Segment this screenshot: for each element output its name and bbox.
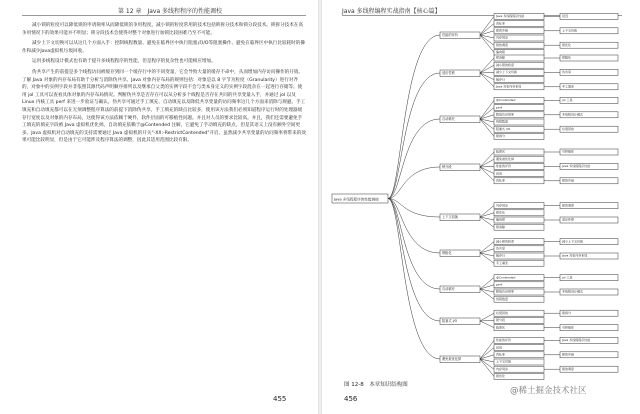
mind-map-node-label: 锁优化: [562, 42, 572, 47]
mind-map-leaf-node: [560, 253, 618, 259]
mind-map-node-label: 可移植性: [562, 149, 575, 154]
mind-map-child-node: [494, 133, 544, 139]
mind-map-node-label: 避免被优化掉: [496, 156, 515, 161]
mind-map-leaf-node: [560, 149, 618, 155]
mind-map-node-label: 垃圾回收: [562, 126, 575, 131]
mind-map-node-label: 阻塞式 I/O: [496, 126, 511, 131]
mind-map-leaf-node: [560, 112, 618, 118]
mind-map-connector: [480, 65, 494, 73]
mind-map-branch-curve: [388, 199, 440, 360]
mind-map-leaf-node: [560, 289, 618, 295]
mind-map-connector: [480, 313, 494, 321]
mind-map-node-label: Java 多线程程序的性能调校: [334, 197, 379, 202]
mind-map-child-node: [494, 246, 544, 252]
mind-map-node-label: 锁的开销: [562, 352, 575, 357]
mind-map-branch-curve: [388, 119, 440, 199]
mind-map-branch-node: [440, 356, 480, 363]
mind-map-leaf-node: [560, 352, 618, 358]
mind-map-connector: [480, 321, 494, 328]
mind-map-node-label: @Contended: [496, 275, 516, 280]
mind-map-connector: [480, 152, 494, 167]
mind-map-leaf-node: [560, 337, 618, 343]
mind-map-leaf-node: [560, 274, 618, 280]
mind-map-child-node: [494, 35, 544, 41]
mind-map-node-label: 锁拆分: [562, 310, 572, 315]
paragraph: 减少上下文切换可以从这几个方面入手：控制线程数量、避免在临界区中执行阻塞式I/O等阻塞操作、避免在临界区中执行比较耗时的操作和减少Java虚拟机垃圾回收。: [22, 41, 305, 54]
mind-map-node-label: 手工填充: [562, 84, 575, 89]
mind-map-node-label: 锁的开销: [562, 178, 575, 183]
left-header-rule: [22, 15, 306, 16]
mind-map-leaf-node: [560, 238, 618, 244]
mind-map-node-label: perf: [496, 282, 503, 287]
mind-map-node-label: 锁的调度: [562, 203, 575, 208]
mind-map-connector: [480, 167, 494, 181]
mind-map-branch-node: [440, 164, 480, 171]
mind-map-child-node: [494, 126, 544, 132]
mind-map-leaf-node: [560, 28, 618, 34]
mind-map-node-label: 线程数量: [496, 296, 509, 301]
mind-map-center-node: [332, 194, 388, 203]
mind-map-node-label: 阻塞式 I/O: [442, 319, 458, 324]
mind-map-node-label: 锁粗化: [562, 55, 572, 60]
mind-map-node-label: 可移植性: [562, 325, 575, 330]
mind-map-child-node: [494, 76, 544, 82]
mind-map-connector: [480, 115, 494, 119]
mind-map-node-label: 自动填充: [442, 287, 455, 292]
mind-map-node-label: Java 对象内存布局: [496, 84, 522, 89]
mind-map-node-label: 延迟: [496, 171, 503, 176]
mind-map-branch-node: [440, 116, 480, 123]
mind-map-child-node: [494, 84, 544, 90]
mind-map-node-label: 吞吐率: [496, 352, 506, 357]
mind-map-node-label: @Contended: [496, 98, 516, 103]
mind-map-node-label: Java 多线程程序性能: [496, 14, 525, 19]
right-page-header: Java 多线程编程实战指南【核心篇】: [342, 8, 441, 15]
mind-map-branch-curve: [388, 73, 440, 199]
mind-map-child-node: [494, 119, 544, 125]
mind-map-branch-node: [440, 286, 480, 293]
mind-map-node-label: 缓存行: [496, 77, 506, 82]
mind-map-branch-curve: [388, 199, 440, 290]
mind-map-leaf-node: [560, 324, 618, 330]
mind-map-node-label: 延迟: [562, 14, 569, 19]
mind-map-node-label: 内存同步: [496, 203, 509, 208]
mind-map-child-node: [494, 324, 544, 330]
mind-map-node-label: 吞吐率: [496, 21, 506, 26]
figure-caption: 图 12-8 本章知识结构图: [344, 382, 408, 388]
mind-map-child-node: [494, 97, 544, 103]
mind-map-child-node: [494, 149, 544, 155]
mind-map-node-label: 临界区: [496, 149, 506, 154]
mind-map-node-label: jol 工具: [562, 275, 573, 280]
mind-map: [322, 14, 640, 390]
mind-map-connector: [480, 249, 494, 253]
mind-map-node-label: 适应性锁: [442, 71, 455, 76]
mind-map-node-label: Java 多线程程序性能: [562, 164, 591, 169]
mind-map-child-node: [494, 49, 544, 55]
left-page-header: 第 12 章 Java 多线程程序的性能调校: [118, 8, 223, 15]
mind-map-child-node: [494, 62, 544, 68]
mind-map-child-node: [494, 289, 544, 295]
mind-map-node-label: 适应性锁: [562, 217, 575, 222]
mind-map-child-node: [494, 344, 544, 350]
mind-map-branch-node: [440, 318, 480, 325]
paragraph: 减小锁的粒度可以降低锁的申请频率从而降低锁的争用程度。减小锁的粒度常用的技术包括锁拆分技术和锁分段技术。锁拆分技术在高争用情况下的效果可能并不明显；锁分段技术会使得对整个对象进行加锁比较困难乃至不可能。: [22, 23, 304, 36]
mind-map-child-node: [494, 28, 544, 34]
mind-map-connector: [480, 16, 494, 35]
mind-map-child-node: [494, 210, 544, 216]
mind-map-leaf-node: [560, 84, 618, 90]
mind-map-node-label: perf: [496, 105, 503, 110]
mind-map-node-label: 避免被优化掉: [442, 357, 462, 362]
mind-map-node-label: 锁消除: [496, 55, 506, 60]
mind-map-child-node: [494, 112, 544, 118]
mind-map-branch-node: [440, 70, 480, 77]
mind-map-child-node: [494, 13, 544, 19]
mind-map-node-label: 锁粗化: [442, 251, 452, 256]
mind-map-node-label: 锁拆分: [496, 134, 506, 139]
mind-map-child-node: [494, 69, 544, 75]
mind-map-connector: [480, 355, 494, 359]
mind-map-child-node: [494, 352, 544, 358]
mind-map-node-label: 锁的调度: [496, 42, 509, 47]
paragraph: 运用多线程设计模式也有助于提升多线程程序的性能，但是程序的复杂性也可能相应增加。: [32, 59, 216, 65]
mind-map-node-label: 偏向锁: [496, 217, 506, 222]
mind-map-child-node: [494, 163, 544, 169]
left-page-number: 455: [273, 395, 287, 403]
mind-map-node-label: 伪共享: [496, 246, 506, 251]
mind-map-connector: [480, 73, 494, 80]
mind-map-child-node: [494, 373, 544, 379]
mind-map-child-node: [494, 170, 544, 176]
mind-map-node-label: 垃圾回收: [496, 310, 509, 315]
mind-map-leaf-node: [560, 310, 618, 316]
mind-map-node-label: 多线程设计模式: [562, 112, 584, 117]
mind-map-node-label: 延迟: [496, 345, 503, 350]
mind-map-child-node: [494, 156, 544, 162]
mind-map-node-label: 降低访问频率: [496, 112, 515, 117]
mind-map-connector: [480, 285, 494, 289]
mind-map-child-node: [494, 310, 544, 316]
mind-map-node-label: 自动填充: [442, 117, 455, 122]
mind-map-child-node: [494, 260, 544, 266]
mind-map-child-node: [494, 317, 544, 323]
mind-map-node-label: 缓存行: [496, 253, 506, 258]
mind-map-node-label: 内存同步: [496, 366, 509, 371]
mind-map-node-label: 手工填充: [496, 260, 509, 265]
mind-map-child-node: [494, 238, 544, 244]
mind-map-child-node: [494, 55, 544, 61]
mind-map-child-node: [494, 275, 544, 281]
mind-map-node-label: 锁分段: [496, 318, 506, 323]
mind-map-node-label: 性能的评价: [496, 164, 512, 169]
mind-map-child-node: [494, 296, 544, 302]
mind-map-node-label: 上下文切换: [562, 28, 578, 33]
mind-map-child-node: [494, 366, 544, 372]
mind-map-child-node: [494, 42, 544, 48]
mind-map-child-node: [494, 20, 544, 26]
mind-map-node-label: Java 多线程程序性能: [562, 338, 591, 343]
mind-map-leaf-node: [560, 202, 618, 208]
watermark: @稀土掘金技术社区: [510, 386, 587, 396]
mind-map-node-label: 锁优化: [496, 210, 506, 215]
mind-map-node-label: 减小锁的粒度: [496, 62, 515, 67]
mind-map-node-label: 锁消除: [496, 224, 506, 229]
mind-map-child-node: [494, 337, 544, 343]
mind-map-connector: [480, 166, 494, 167]
mind-map-leaf-node: [560, 126, 618, 132]
mind-map-connector: [480, 242, 494, 253]
mind-map-leaf-node: [560, 366, 618, 372]
mind-map-node-label: 性能的评价: [442, 33, 458, 38]
mind-map-connector: [480, 31, 494, 35]
mind-map-branch-node: [440, 250, 480, 257]
mind-map-child-node: [494, 282, 544, 288]
paragraph: 伪共享产生的前提是多个线程访问被缓存到同一个缓存行中的不同变量，它会导致大量的缓存不命中，从而增加内存访问操作的开销。了解 Java 对象的内存布局有助于分析与消除伪共享。Java 对象内存布局的规则包括：对象是以 8 字节为粒度（Granularity）进行对齐的，对象中的实例字段并非依照其源代码声明顺序排列以及继承自父类的实例字段不会与类本身定义的实例字段混杂在一起进行存储等。使用 jol 工具可以查看具体对象的内存布局情况。判断伪共享是否存在可以从分析多个线程是否存在共同的共享变量入手，并通过 jol 以及 Linux 内核工具 perf 来进一步验证与确认。伪共享可通过手工填充、自动填充以及降低共享变量的访问频率这几个方面来消除与规避。手工填充和自动填充都可以在无须调整程序算法的前提下消除伪共享。手工填充的缺点比较多，使用该方法我们必须知道程序运行时的处理器缓存行宽度以及对象的内存布局，这使得该方法依赖于硬件、软件层面的可移植性问题。并且对人员的要求比较高。并且，我们还需要避免手工填充的填充字段被 Java 虚拟机优化掉。自动填充依赖于@Contended 注解，它避免了手动填充的缺点，但是其语义上没有额外空间更多。Java 虚拟机对自动填充的支持需要通过 Java 虚拟机的开关"-XX:-RestrictContended"开启。虽然减少共享变量的访问频率将带来的效果可能比较明显，但是由于它可能涉及程序算法的调整，因此其适用范围比较有限。: [22, 69, 306, 144]
mind-map-connector: [480, 320, 494, 321]
mind-map-node-label: 锁的调度: [562, 366, 575, 371]
mind-map-branch-node: [440, 32, 480, 39]
mind-map-branch-node: [440, 214, 480, 221]
mind-map-child-node: [494, 359, 544, 365]
mind-map-leaf-node: [560, 13, 618, 19]
mind-map-node-label: 上下文切换: [496, 359, 512, 364]
mind-map-node-label: 减小锁的粒度: [496, 239, 515, 244]
mind-map-node-label: jol 工具: [562, 98, 573, 103]
mind-map-leaf-node: [560, 217, 618, 223]
mind-map-connector: [480, 206, 494, 217]
mind-map-connector: [480, 72, 494, 73]
mind-map-leaf-node: [560, 178, 618, 184]
mind-map-node-label: 伪共享: [562, 70, 572, 75]
mind-map-leaf-node: [560, 69, 618, 75]
mind-map-connector: [480, 167, 494, 174]
mind-map-node-label: 性能的评价: [496, 338, 512, 343]
mind-map-node-label: 减少上下文切换: [562, 239, 584, 244]
mind-map-node-label: 临界区: [496, 325, 506, 330]
mind-map-connector: [480, 159, 494, 167]
right-page: [322, 0, 640, 414]
mind-map-node-label: Java 对象内存布局: [562, 253, 588, 258]
mind-map-child-node: [494, 202, 544, 208]
mind-map-node-label: 吞吐率: [496, 178, 506, 183]
mind-map-leaf-node: [560, 97, 618, 103]
mind-map-leaf-node: [560, 163, 618, 169]
mind-map-node-label: 线程数量: [496, 119, 509, 124]
mind-map-node-label: 锁分段: [442, 165, 452, 170]
mind-map-node-label: 内存同步: [496, 35, 509, 40]
mind-map-node-label: 多线程设计模式: [562, 289, 584, 294]
mind-map-connector: [480, 100, 494, 119]
mind-map-node-label: 减少上下文切换: [496, 70, 518, 75]
mind-map-node-label: 偏向锁: [496, 50, 506, 55]
mind-map-child-node: [494, 178, 544, 184]
mind-map-child-node: [494, 224, 544, 230]
mind-map-node-label: 锁优化: [496, 374, 506, 379]
right-page-number: 456: [344, 395, 358, 403]
mind-map-node-label: 上下文切换: [442, 215, 458, 220]
mind-map-node-label: 降低访问频率: [496, 289, 515, 294]
mind-map-connector: [480, 340, 494, 359]
mind-map-node-label: 锁的开销: [496, 28, 509, 33]
mind-map-child-node: [494, 217, 544, 223]
mind-map-leaf-node: [560, 55, 618, 61]
left-page-body: [22, 22, 306, 148]
mind-map-connector: [480, 278, 494, 289]
mind-map-connector: [480, 58, 494, 73]
mind-map-connector: [480, 73, 494, 87]
left-page: [0, 0, 318, 414]
mind-map-leaf-node: [560, 42, 618, 48]
mind-map-child-node: [494, 105, 544, 111]
mind-map-connector: [480, 213, 494, 217]
mind-map-branch-curve: [388, 199, 440, 254]
mind-map-child-node: [494, 253, 544, 259]
